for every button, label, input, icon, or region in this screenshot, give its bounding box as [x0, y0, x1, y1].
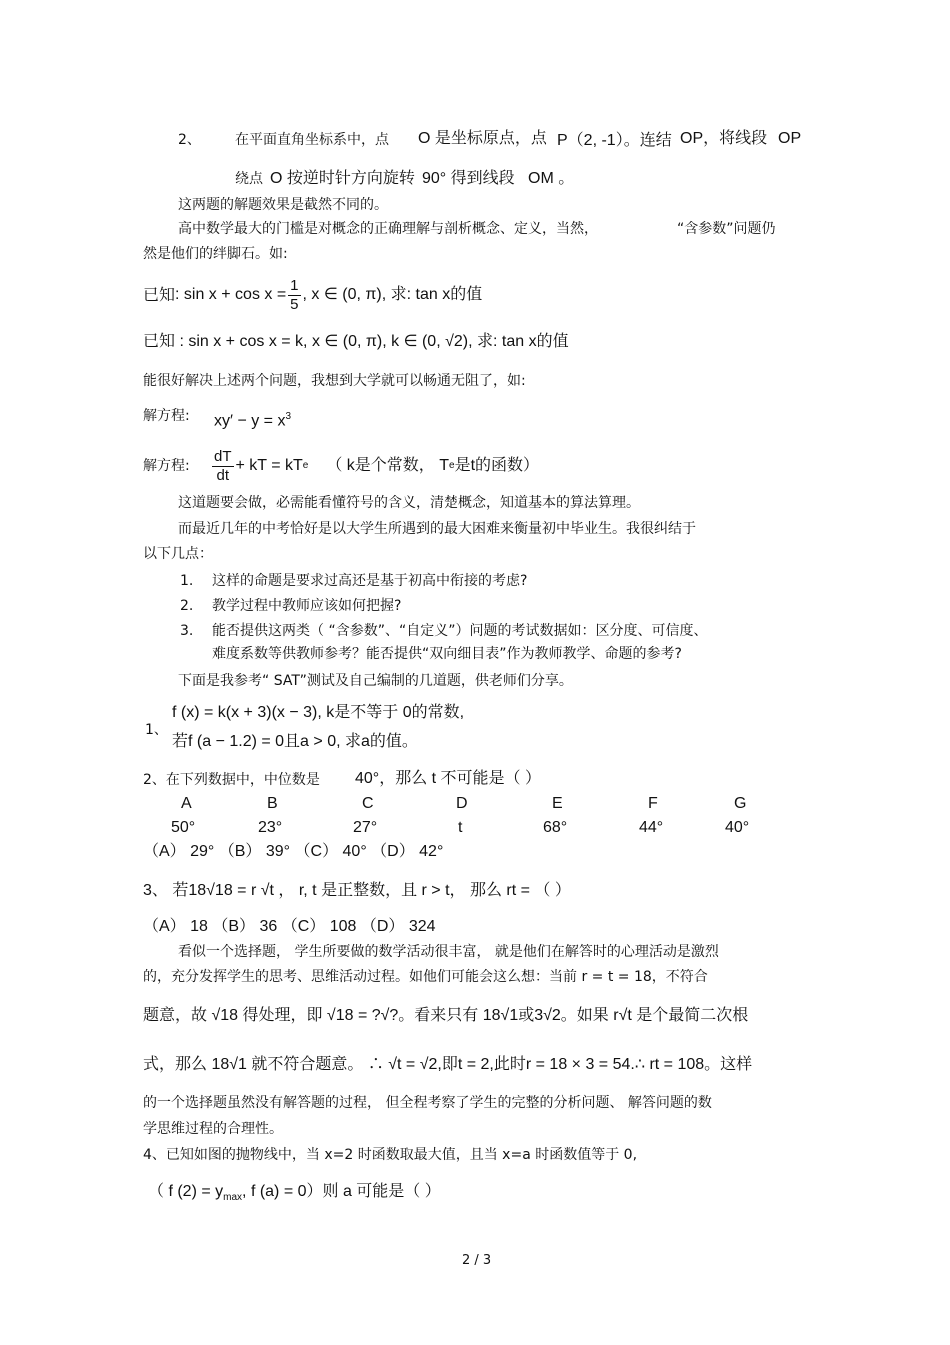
- question-3-options: （A） 18 （B） 36 （C） 108 （D） 324: [143, 918, 436, 935]
- q2-column-value: 27°: [353, 819, 378, 836]
- q2-column-value: 23°: [258, 819, 283, 836]
- paragraph: 高中数学最大的门槛是对概念的正确理解与剖析概念、定义，当然，: [178, 221, 598, 237]
- paragraph: 下面是我参考“ SAT”测试及自己编制的几道题，供老师们分享。: [178, 673, 573, 689]
- paragraph: 以下几点：: [143, 546, 213, 562]
- problem-2-text: OP: [778, 130, 802, 147]
- problem-2-text: OP，将线段: [680, 130, 768, 147]
- question-2-stem: 2、在下列数据中，中位数是: [143, 772, 320, 788]
- problem-2-text: 在平面直角坐标系中，点: [235, 132, 389, 148]
- question-4-condition: （ f $(2) = y_{max}$, f (a) = 0）则 a 可能是（ ）: [148, 1183, 441, 1204]
- analysis-paragraph: 学思维过程的合理性。: [143, 1121, 283, 1137]
- list-item: 能否提供这两类（ “含参数”、“自定义”）问题的考试数据如：区分度、可信度、: [212, 623, 708, 639]
- equation-1: 已知 : sin x + cos x = $\frac{1}{5}$ , x ∈ (0, π), 求: tan x的值: [143, 276, 483, 313]
- ode-2-label: 解方程:: [143, 458, 190, 474]
- analysis-paragraph: 题意，故 √18 得处理，即 √18 = ?√?。看来只有 18√1或3√2。如果 r√t 是个最简二次根: [143, 1007, 749, 1024]
- ode-1-label: 解方程:: [143, 408, 190, 424]
- question-2-stem: 40°，那么 t 不可能是（ ）: [355, 770, 541, 787]
- q2-column-value: 50°: [171, 819, 196, 836]
- question-3-stem: 3、 若18√18 = r √t ， r, t 是正整数，且 r > t， 那么 rt = （ ）: [143, 882, 571, 899]
- analysis-paragraph: 看似一个选择题， 学生所要做的数学活动很丰富， 就是他们在解答时的心理活动是激烈: [178, 944, 719, 960]
- list-item: 教学过程中教师应该如何把握?: [212, 598, 402, 614]
- paragraph: 这两题的解题效果是截然不同的。: [178, 197, 388, 213]
- problem-2-text: P（2, -1）。连结: [557, 132, 672, 149]
- q2-column-value: t: [458, 819, 463, 836]
- q2-column-header: D: [456, 795, 468, 812]
- page-number: 2 / 3: [462, 1253, 492, 1268]
- q2-column-value: 40°: [725, 819, 750, 836]
- q2-column-value: 44°: [639, 819, 664, 836]
- question-2-options: （A） 29° （B） 39° （C） 40° （D） 42°: [143, 843, 444, 860]
- q2-column-header: F: [648, 795, 658, 812]
- list-item-number: 3.: [180, 623, 194, 639]
- problem-2-text: 绕点: [235, 171, 263, 187]
- problem-2-number: 2、: [178, 132, 201, 148]
- q2-column-header: B: [267, 795, 278, 812]
- q2-column-header: E: [552, 795, 563, 812]
- problem-2-text: OM 。: [528, 170, 575, 187]
- list-item: 这样的命题是要求过高还是基于初高中衔接的考虑?: [212, 573, 528, 589]
- q2-column-header: A: [181, 795, 192, 812]
- list-item-continued: 难度系数等供教师参考？能否提供“双向细目表”作为教师教学、命题的参考?: [212, 646, 682, 662]
- problem-2-text: O 按逆时针方向旋转: [270, 170, 415, 187]
- ode-1: $xy' - y = x^3$: [214, 411, 292, 430]
- paragraph: 能很好解决上述两个问题，我想到大学就可以畅通无阻了，如:: [143, 373, 526, 389]
- analysis-paragraph: 的一个选择题虽然没有解答题的过程， 但全程考察了学生的完整的分析问题、 解答问题的数: [143, 1095, 712, 1111]
- problem-2-text: 90° 得到线段: [422, 170, 515, 187]
- question-1-number: 1、: [145, 722, 168, 738]
- paragraph: 这道题要会做，必需能看懂符号的含义，清楚概念，知道基本的算法算理。: [178, 495, 640, 511]
- question-4-stem: 4、已知如图的抛物线中，当 x=2 时函数取最大值，且当 x=a 时函数值等于 0,: [143, 1147, 638, 1163]
- fraction: $\frac{1}{5}$: [290, 276, 299, 313]
- paragraph: 而最近几年的中考恰好是以大学生所遇到的最大困难来衡量初中毕业生。我很纠结于: [178, 521, 696, 537]
- q2-column-value: 68°: [543, 819, 568, 836]
- ode-2: $\frac{dT}{dt}$ + kT = kT e （ k是个常数， T e 是t的函数）: [214, 447, 540, 484]
- list-item-number: 1.: [180, 573, 194, 589]
- paragraph: 然是他们的绊脚石。如:: [143, 246, 288, 262]
- q2-column-header: G: [734, 795, 747, 812]
- analysis-paragraph: 的，充分发挥学生的思考、思维活动过程。如他们可能会这么想：当前 r = t = 18，不符合: [143, 969, 708, 985]
- list-item-number: 2.: [180, 598, 194, 614]
- q2-column-header: C: [362, 795, 374, 812]
- equation-2: 已知 : sin x + cos x = k, x ∈ (0, π), k ∈ (0, √2), 求: tan x的值: [143, 333, 569, 350]
- question-1-line: 若f (a − 1.2) = 0且a > 0, 求a的值。: [172, 733, 418, 750]
- fraction: $\frac{dT}{dt}$: [214, 447, 232, 484]
- paragraph: “含参数”问题仍: [677, 221, 776, 237]
- problem-2-text: O 是坐标原点，点: [418, 130, 547, 147]
- question-1-line: f (x) = k(x + 3)(x − 3), k是不等于 0的常数,: [172, 704, 465, 721]
- analysis-paragraph: 式，那么 18√1 就不符合题意。 ∴ √t = √2,即t = 2,此时r = 18 × 3 = 54.∴ rt = 108。这样: [143, 1056, 753, 1073]
